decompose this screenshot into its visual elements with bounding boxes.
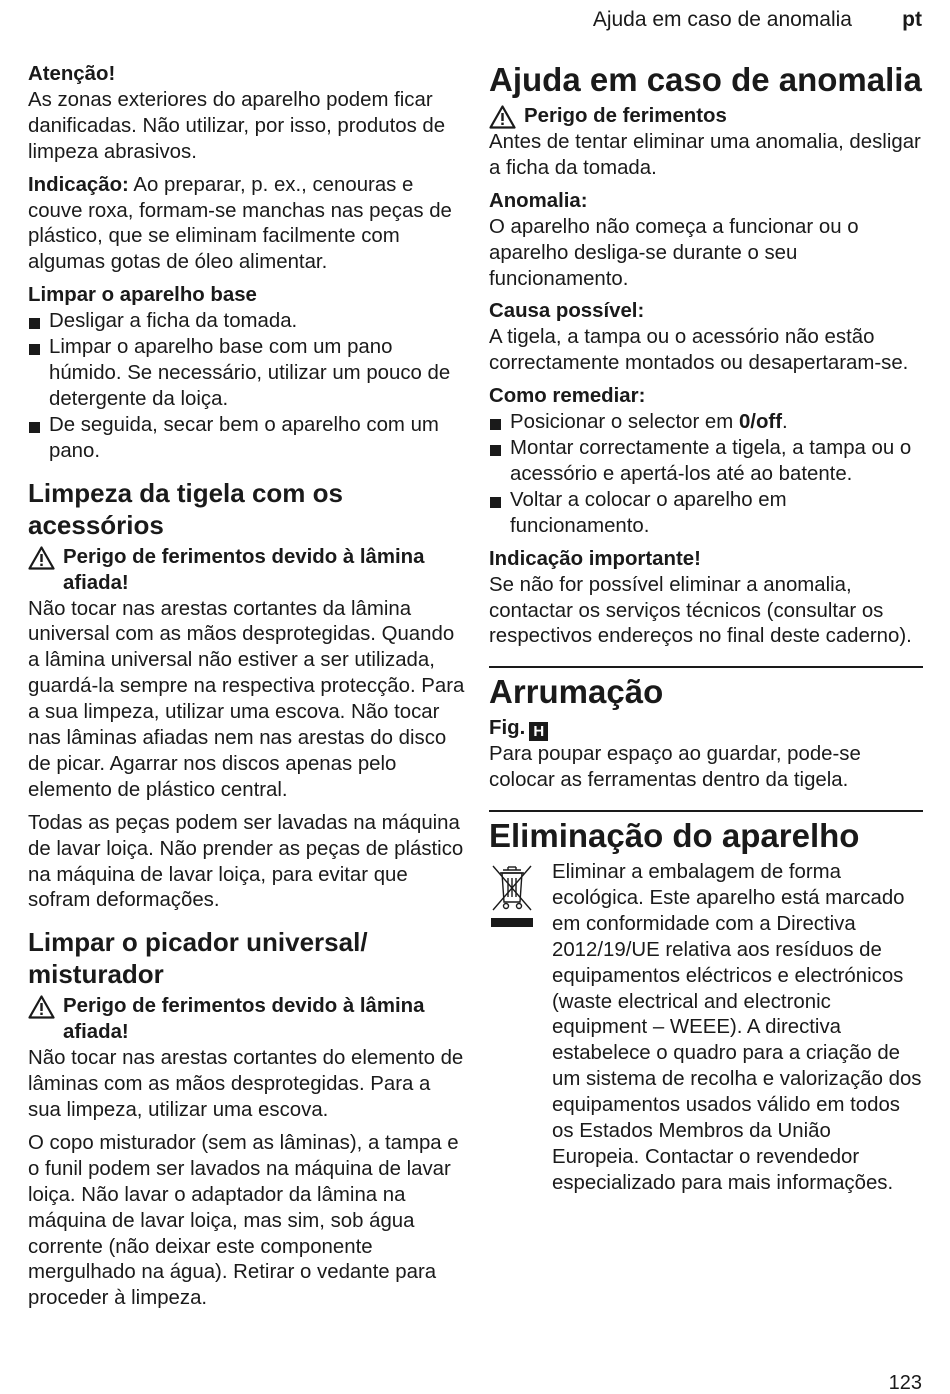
- fig-reference: [489, 716, 923, 742]
- attention-text: As zonas exteriores do aparelho podem ficar danificadas. Não utilizar, por isso, produtos de limpeza abrasivos.: [28, 88, 446, 163]
- fault-warning: [489, 104, 923, 130]
- warning-triangle-icon: [28, 545, 63, 571]
- chopper-text-2: O copo misturador (sem as lâminas), a tampa e o funil podem ser lavados na máquina de lavar loiça. Não lavar o adaptador da lâmina na máquina de lavar loiça, mas sim, sob água corrente (não deixar este componente mergulhado na água). Retirar o vedante para proceder à limpeza.: [28, 1131, 459, 1310]
- list-item-text: Limpar o aparelho base com um pano húmido. Se necessário, utilizar um pouco de detergente da loiça.: [49, 336, 451, 410]
- square-bullet-icon: [28, 309, 49, 335]
- page-number: 123: [888, 1372, 922, 1394]
- crossed-out-bin-icon: [489, 860, 552, 1197]
- page-header: [0, 6, 950, 36]
- indication-label: Indicação:: [28, 173, 129, 196]
- indication-text: Ao preparar, p. ex., cenouras e couve roxa, formam-se manchas nas peças de plástico, que se eliminam facilmente com algumas gotas de óleo alimentar.: [28, 173, 452, 274]
- header-language: pt: [902, 8, 922, 31]
- list-item-text: [510, 410, 923, 436]
- attention-label: Atenção!: [28, 63, 116, 85]
- list-item: [28, 335, 468, 413]
- warning-triangle-icon: [489, 104, 524, 130]
- anomaly-label: Anomalia:: [489, 189, 588, 212]
- list-item-text: De seguida, secar bem o aparelho com um pano.: [49, 413, 439, 462]
- remedy-item-1-prefix: Posicionar o selector em: [510, 411, 739, 434]
- important-text: Se não for possível eliminar a anomalia, contactar os serviços técnicos (consultar os respectivos endereços no final deste caderno).: [489, 573, 912, 648]
- list-item: [28, 309, 468, 335]
- list-item: [489, 410, 923, 436]
- square-bullet-icon: [489, 436, 510, 462]
- important-label: Indicação importante!: [489, 547, 701, 570]
- storage-heading: Arrumação: [489, 673, 664, 711]
- list-item: [489, 488, 923, 540]
- header-title: Ajuda em caso de anomalia: [592, 8, 852, 31]
- right-column: [489, 60, 923, 1197]
- remedy-label: Como remediar:: [489, 385, 646, 408]
- anomaly-text: O aparelho não começa a funcionar ou o aparelho desliga-se durante o seu funcionamento.: [489, 215, 859, 290]
- disposal-section: [489, 810, 923, 1197]
- chopper-warning-text: Perigo de ferimentos devido à lâmina afiada!: [63, 995, 425, 1044]
- chopper-text-1: Não tocar nas arestas cortantes do elemento de lâminas com as mãos desprotegidas. Para a sua limpeza, utilizar uma escova.: [28, 1047, 464, 1121]
- cause-text: A tigela, a tampa ou o acessório não estão correctamente montados ou desapertaram-se.: [489, 326, 909, 375]
- indication-paragraph: [28, 173, 468, 277]
- chopper-warning: [28, 994, 468, 1046]
- bowl-heading: Limpeza da tigela com os acessórios: [28, 477, 343, 540]
- storage-text: Para poupar espaço ao guardar, pode-se colocar as ferramentas dentro da tigela.: [489, 743, 861, 792]
- cause-label: Causa possível:: [489, 300, 645, 323]
- remedy-item-1-suffix: .: [781, 411, 788, 434]
- bowl-text-2: Todas as peças podem ser lavadas na máquina de lavar loiça. Não prender as peças de plástico na máquina de lavar loiça, para evitar que sofram deformações.: [28, 811, 464, 912]
- list-item-text: Voltar a colocar o aparelho em funcionamento.: [510, 488, 787, 537]
- remedy-item-1-value: 0/off: [738, 411, 782, 434]
- clean-base-list: [28, 309, 468, 465]
- square-bullet-icon: [28, 335, 49, 361]
- disposal-text: Eliminar a embalagem de forma ecológica. Este aparelho está marcado em conformidade com a Directiva 2012/19/UE relativa aos resíduos de equipamentos eléctricos e electrónicos (waste electrical and electronic equipment – WEEE). A directiva estabelece o quadro para a criação de um sistema de recolha e valorização dos equipamentos usados válido em todos os Estados Membros da União Europeia. Contactar o revendedor especializado para mais informações.: [552, 861, 922, 1194]
- list-item: [489, 436, 923, 488]
- chopper-heading: Limpar o picador universal/ misturador: [28, 927, 368, 990]
- square-bullet-icon: [489, 488, 510, 514]
- fig-letter-badge: H: [529, 722, 548, 741]
- clean-base-heading: Limpar o aparelho base: [28, 284, 257, 307]
- list-item: [28, 413, 468, 465]
- disposal-heading: Eliminação do aparelho: [489, 817, 860, 855]
- list-item-text: Montar correctamente a tigela, a tampa ou o acessório e apertá-los até ao batente.: [510, 437, 912, 485]
- fault-heading: Ajuda em caso de anomalia: [489, 61, 922, 98]
- fault-warning-text: Perigo de ferimentos: [524, 105, 727, 127]
- list-item-text: Desligar a ficha da tomada.: [49, 310, 298, 333]
- bowl-warning-text: Perigo de ferimentos devido à lâmina afiada!: [63, 545, 425, 594]
- warning-triangle-icon: [28, 994, 63, 1020]
- bowl-text-1: Não tocar nas arestas cortantes da lâmina universal com as mãos desprotegidas. Quando a lâmina universal não estiver a ser utilizada, guardá-la sempre na respectiva protecção. Para a sua limpeza, utilizar uma escova. Não tocar nas lâminas afiadas nem nas arestas do disco de picar. Agarrar nos discos apenas pelo elemento de plástico central.: [28, 597, 465, 801]
- fig-label: Fig.: [489, 717, 526, 740]
- square-bullet-icon: [489, 410, 510, 436]
- square-bullet-icon: [28, 413, 49, 439]
- left-column: [28, 62, 468, 1312]
- bowl-warning: [28, 545, 468, 597]
- storage-section: [489, 666, 923, 794]
- fault-intro: Antes de tentar eliminar uma anomalia, desligar a ficha da tomada.: [489, 131, 921, 179]
- disposal-block: [489, 860, 923, 1197]
- remedy-list: [489, 410, 923, 540]
